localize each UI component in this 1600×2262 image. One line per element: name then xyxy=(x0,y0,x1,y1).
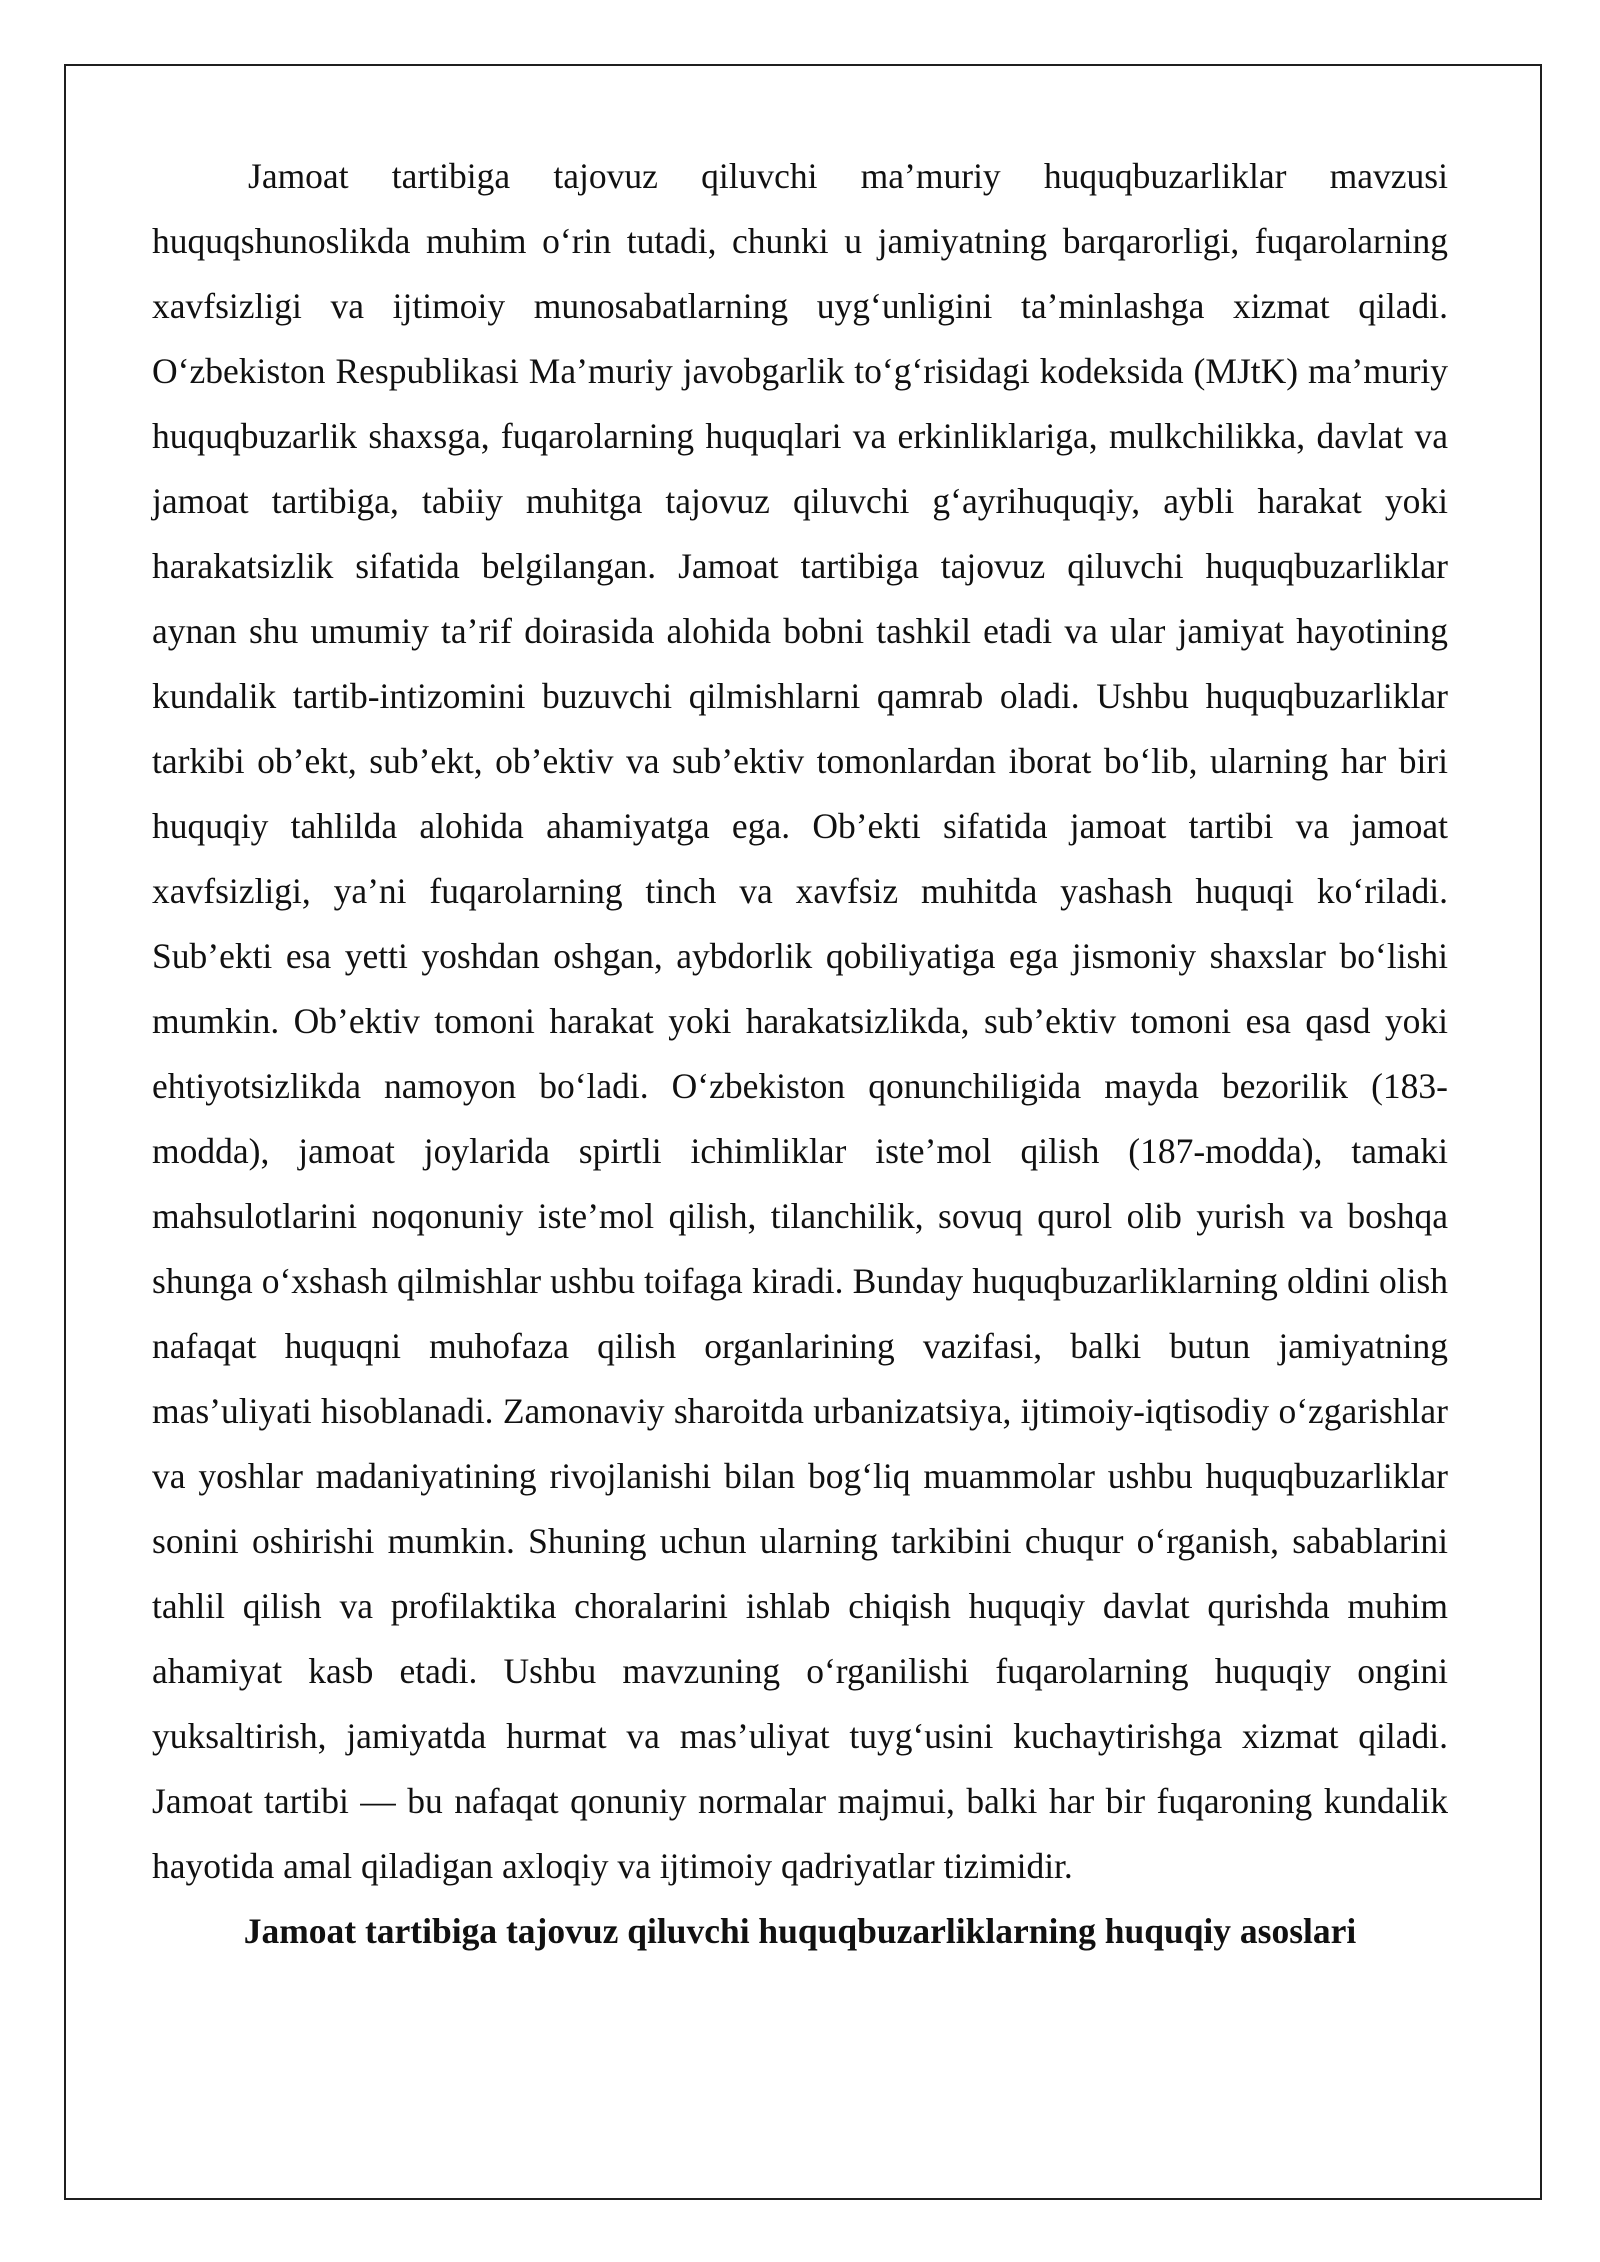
body-paragraph: Jamoat tartibiga tajovuz qiluvchi ma’muriy huquqbuzarliklar mavzusi huquqshunoslikda muhim o‘rin tutadi, chunki u jamiyatning barqarorligi, fuqarolarning xavfsizligi va ijtimoiy munosabatlarning uyg‘unligini ta’minlashga xizmat qiladi. O‘zbekiston Respublikasi Ma’muriy javobgarlik to‘g‘risidagi kodeksida (MJtK) ma’muriy huquqbuzarlik shaxsga, fuqarolarning huquqlari va erkinliklariga, mulkchilikka, davlat va jamoat tartibiga, tabiiy muhitga tajovuz qiluvchi g‘ayrihuquqiy, aybli harakat yoki harakatsizlik sifatida belgilangan. Jamoat tartibiga tajovuz qiluvchi huquqbuzarliklar aynan shu umumiy ta’rif doirasida alohida bobni tashkil etadi va ular jamiyat hayotining kundalik tartib-intizomini buzuvchi qilmishlarni qamrab oladi. Ushbu huquqbuzarliklar tarkibi ob’ekt, sub’ekt, ob’ektiv va sub’ektiv tomonlardan iborat bo‘lib, ularning har biri huquqiy tahlilda alohida ahamiyatga ega. Ob’ekti sifatida jamoat tartibi va jamoat xavfsizligi, ya’ni fuqarolarning tinch va xavfsiz muhitda yashash huquqi ko‘riladi. Sub’ekti esa yetti yoshdan oshgan, aybdorlik qobiliyatiga ega jismoniy shaxslar bo‘lishi mumkin. Ob’ektiv tomoni harakat yoki harakatsizlikda, sub’ektiv tomoni esa qasd yoki ehtiyotsizlikda namoyon bo‘ladi. O‘zbekiston qonunchiligida mayda bezorilik (183-modda), jamoat joylarida spirtli ichimliklar iste’mol qilish (187-modda), tamaki mahsulotlarini noqonuniy iste’mol qilish, tilanchilik, sovuq qurol olib yurish va boshqa shunga o‘xshash qilmishlar ushbu toifaga kiradi. Bunday huquqbuzarliklarning oldini olish nafaqat huquqni muhofaza qilish organlarining vazifasi, balki butun jamiyatning mas’uliyati hisoblanadi. Zamonaviy sharoitda urbanizatsiya, ijtimoiy-iqtisodiy o‘zgarishlar va yoshlar madaniyatining rivojlanishi bilan bog‘liq muammolar ushbu huquqbuzarliklar sonini oshirishi mumkin. Shuning uchun ularning tarkibini chuqur o‘rganish, sabablarini tahlil qilish va profilaktika choralarini ishlab chiqish huquqiy davlat qurishda muhim ahamiyat kasb etadi. Ushbu mavzuning o‘rganilishi fuqarolarning huquqiy ongini yuksaltirish, jamiyatda hurmat va mas’uliyat tuyg‘usini kuchaytirishga xizmat qiladi. Jamoat tartibi — bu nafaqat qonuniy normalar majmui, balki har bir fuqaroning kundalik hayotida amal qiladigan axloqiy va ijtimoiy qadriyatlar tizimidir. xyxy=(152,156,1448,1886)
section-heading: Jamoat tartibiga tajovuz qiluvchi huquqbuzarliklarning huquqiy asoslari xyxy=(243,1911,1357,1951)
document-body xyxy=(152,144,1448,1964)
